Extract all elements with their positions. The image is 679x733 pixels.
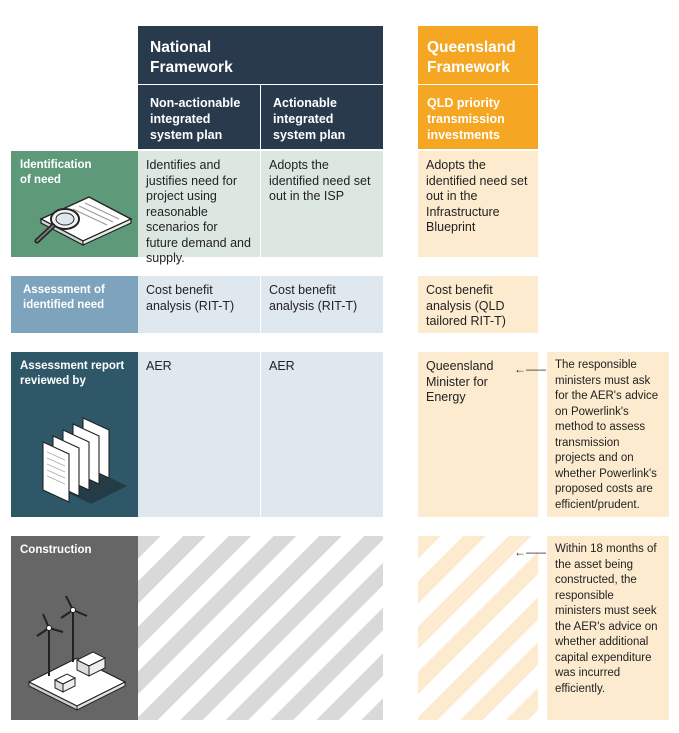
report-label: Assessment report reviewed by (20, 360, 125, 387)
actionable-title: Actionable integrated system plan (273, 96, 346, 142)
identification-label: Identification of need (20, 159, 92, 186)
identification-actionable (261, 151, 383, 257)
assessment-actionable-text: Cost benefit analysis (RIT-T) (269, 283, 358, 313)
non-actionable-header (138, 85, 260, 149)
construction-note (547, 536, 669, 720)
assessment-label: Assessment of identified need (23, 284, 105, 311)
qld-priority-title: QLD priority transmission investments (427, 96, 505, 142)
identification-non-actionable (138, 151, 260, 265)
magnifier-document-icon (27, 189, 137, 255)
construction-national-hatched (138, 536, 383, 720)
assessment-actionable (261, 276, 383, 333)
report-note (547, 352, 669, 517)
non-actionable-title: Non-actionable integrated system plan (150, 96, 241, 142)
report-label-cell (11, 352, 138, 517)
assessment-non-actionable-text: Cost benefit analysis (RIT-T) (146, 283, 235, 313)
actionable-header (261, 85, 383, 149)
documents-stack-icon (31, 412, 131, 512)
identification-actionable-text: Adopts the identified need set out in the ISP (269, 158, 371, 203)
wind-turbines-icon (21, 596, 131, 716)
construction-label: Construction (20, 544, 92, 556)
assessment-qld (418, 276, 538, 333)
identification-non-actionable-text: Identifies and justifies need for project using reasonable scenarios for future demand and supply. (146, 158, 251, 265)
qld-priority-header (418, 85, 538, 149)
assessment-non-actionable (138, 276, 260, 333)
report-actionable (261, 352, 383, 517)
queensland-framework-title: Queensland Framework (427, 39, 516, 76)
report-note-arrow: ←––– (514, 362, 547, 376)
construction-note-text: Within 18 months of the asset being constructed, the responsible ministers must seek the AER's advice on whether additional capital expenditure was incurred efficiently. (555, 543, 658, 695)
identification-qld-text: Adopts the identified need set out in the Infrastructure Blueprint (426, 158, 528, 234)
assessment-qld-text: Cost benefit analysis (QLD tailored RIT-T) (426, 283, 506, 328)
report-actionable-text: AER (269, 359, 295, 373)
report-non-actionable (138, 352, 260, 517)
identification-label-cell (11, 151, 138, 257)
report-qld (418, 352, 538, 517)
identification-qld (418, 151, 538, 257)
national-framework-title: National Framework (150, 39, 233, 76)
assessment-label-cell (11, 276, 138, 333)
queensland-framework-header (418, 26, 538, 84)
national-framework-header (138, 26, 383, 84)
report-qld-text: Queensland Minister for Energy (426, 359, 494, 404)
report-non-actionable-text: AER (146, 359, 172, 373)
construction-note-arrow: ←––– (514, 545, 547, 559)
construction-qld-hatched (418, 536, 538, 720)
construction-label-cell (11, 536, 138, 720)
report-note-text: The responsible ministers must ask for the AER's advice on Powerlink's method to assess transmission projects and on whether Powerlink's proposed costs are efficient/prudent. (555, 359, 659, 511)
